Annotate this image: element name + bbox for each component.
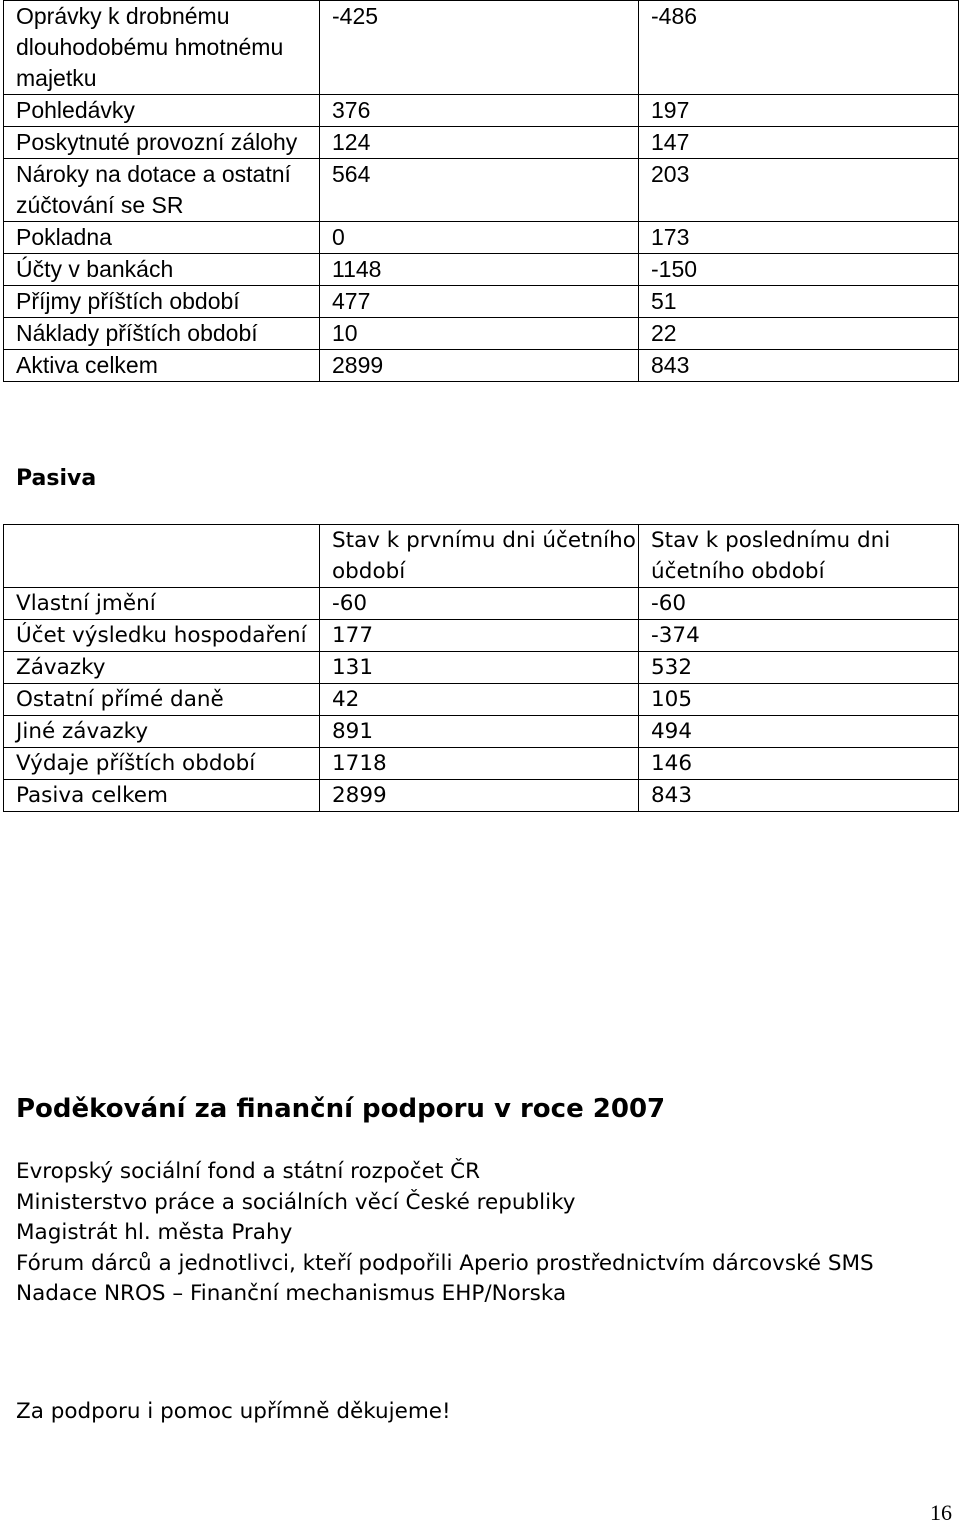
value-first-day: 564 <box>320 159 639 222</box>
value-first-day: 42 <box>320 684 639 716</box>
value-last-day: 494 <box>639 716 959 748</box>
value-first-day: 477 <box>320 286 639 318</box>
value-last-day: 203 <box>639 159 959 222</box>
table-row <box>4 588 959 620</box>
value-last-day: -486 <box>639 1 959 95</box>
value-first-day: 2899 <box>320 780 639 812</box>
value-first-day: 124 <box>320 127 639 159</box>
table-row <box>4 1 959 95</box>
row-label: Účet výsledku hospodaření <box>4 620 320 652</box>
list-item: Nadace NROS – Finanční mechanismus EHP/Norska <box>16 1281 567 1307</box>
table-row-total <box>4 780 959 812</box>
table-row <box>4 159 959 222</box>
row-label: Pokladna <box>4 222 320 254</box>
value-last-day: 197 <box>639 95 959 127</box>
row-label: Závazky <box>4 652 320 684</box>
value-first-day: 891 <box>320 716 639 748</box>
row-label: Výdaje příštích období <box>4 748 320 780</box>
value-last-day: 843 <box>639 350 959 382</box>
header-last-day: Stav k poslednímu dni účetního období <box>639 525 959 588</box>
row-label: Účty v bankách <box>4 254 320 286</box>
header-first-day: Stav k prvnímu dni účetního období <box>320 525 639 588</box>
value-last-day: -150 <box>639 254 959 286</box>
table-row <box>4 95 959 127</box>
value-first-day: -425 <box>320 1 639 95</box>
value-first-day: 1148 <box>320 254 639 286</box>
row-label: Pohledávky <box>4 95 320 127</box>
value-last-day: 147 <box>639 127 959 159</box>
value-first-day: 376 <box>320 95 639 127</box>
list-item: Ministerstvo práce a sociálních věcí České republiky <box>16 1189 576 1215</box>
table-row <box>4 652 959 684</box>
row-label: Vlastní jmění <box>4 588 320 620</box>
table-row <box>4 127 959 159</box>
thanks-heading: Poděkování za finanční podporu v roce 2007 <box>16 1094 666 1124</box>
row-label: Oprávky k drobnému dlouhodobému hmotnému majetku <box>4 1 320 95</box>
assets-table <box>3 0 959 382</box>
value-last-day: -374 <box>639 620 959 652</box>
value-first-day: -60 <box>320 588 639 620</box>
value-last-day: 173 <box>639 222 959 254</box>
value-last-day: 22 <box>639 318 959 350</box>
row-label: Příjmy příštích období <box>4 286 320 318</box>
row-label: Ostatní přímé daně <box>4 684 320 716</box>
value-first-day: 177 <box>320 620 639 652</box>
value-last-day: 843 <box>639 780 959 812</box>
closing-line: Za podporu i pomoc upřímně děkujeme! <box>16 1399 451 1424</box>
list-item: Magistrát hl. města Prahy <box>16 1220 293 1246</box>
value-first-day: 10 <box>320 318 639 350</box>
value-first-day: 131 <box>320 652 639 684</box>
value-first-day: 1718 <box>320 748 639 780</box>
supporters-list <box>16 1157 874 1310</box>
page-number: 16 <box>930 1500 952 1525</box>
row-label: Pasiva celkem <box>4 780 320 812</box>
table-row <box>4 620 959 652</box>
section-heading-pasiva: Pasiva <box>16 466 97 491</box>
value-last-day: 532 <box>639 652 959 684</box>
table-row <box>4 748 959 780</box>
table-row <box>4 222 959 254</box>
value-first-day: 0 <box>320 222 639 254</box>
value-last-day: 146 <box>639 748 959 780</box>
list-item: Fórum dárců a jednotlivci, kteří podpořili Aperio prostřednictvím dárcovské SMS <box>16 1250 874 1276</box>
liabilities-table <box>3 524 959 812</box>
header-label <box>4 525 320 588</box>
row-label: Nároky na dotace a ostatní zúčtování se SR <box>4 159 320 222</box>
table-row <box>4 254 959 286</box>
table-row <box>4 684 959 716</box>
table-row <box>4 318 959 350</box>
row-label: Aktiva celkem <box>4 350 320 382</box>
value-first-day: 2899 <box>320 350 639 382</box>
list-item: Evropský sociální fond a státní rozpočet ČR <box>16 1159 481 1184</box>
row-label: Poskytnuté provozní zálohy <box>4 127 320 159</box>
row-label: Jiné závazky <box>4 716 320 748</box>
table-row <box>4 286 959 318</box>
value-last-day: 51 <box>639 286 959 318</box>
table-row-total <box>4 350 959 382</box>
table-header-row <box>4 525 959 588</box>
value-last-day: 105 <box>639 684 959 716</box>
table-row <box>4 716 959 748</box>
row-label: Náklady příštích období <box>4 318 320 350</box>
value-last-day: -60 <box>639 588 959 620</box>
